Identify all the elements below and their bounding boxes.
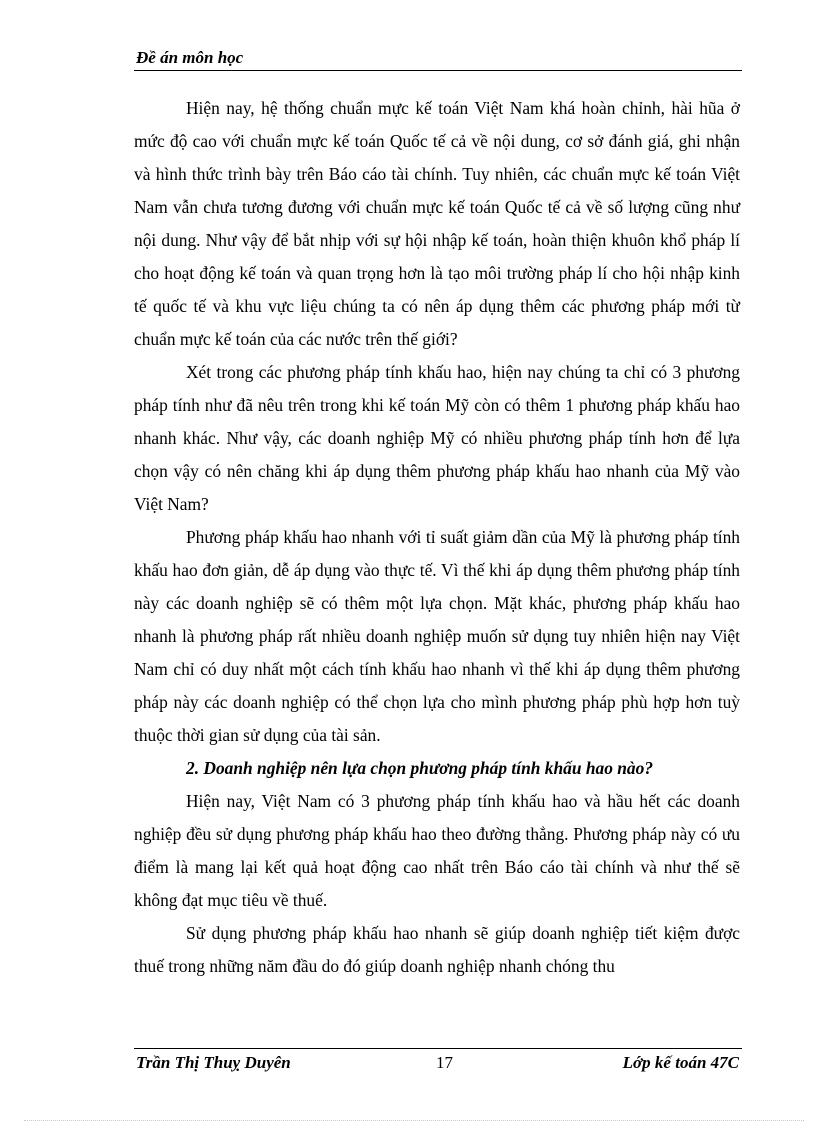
- paragraph: Hiện nay, Việt Nam có 3 phương pháp tính khấu hao và hầu hết các doanh nghiệp đều sử dụng phương pháp khấu hao theo đường thẳng. Phương pháp này có ưu điểm là mang lại kết quả hoạt động cao nhất trên Báo cáo tài chính và như thế sẽ không đạt mục tiêu về thuế.: [134, 791, 740, 910]
- section-heading: 2. Doanh nghiệp nên lựa chọn phương pháp tính khấu hao nào?: [186, 758, 654, 778]
- header-divider: [134, 70, 742, 71]
- footer-class-name: Lớp kế toán 47C: [622, 1053, 739, 1072]
- header-title: Đề án môn học: [136, 48, 244, 67]
- document-body: [134, 92, 740, 983]
- page-bottom-dotted-line: [24, 1120, 804, 1121]
- paragraph: Xét trong các phương pháp tính khấu hao, hiện nay chúng ta chỉ có 3 phương pháp tính như đã nêu trên trong khi kế toán Mỹ còn có thêm 1 phương pháp khấu hao nhanh khác. Như vậy, các doanh nghiệp Mỹ có nhiều phương pháp tính hơn để lựa chọn vậy có nên chăng khi áp dụng thêm phương pháp khấu hao nhanh của Mỹ vào Việt Nam?: [134, 362, 740, 514]
- page-number: 17: [436, 1053, 453, 1072]
- paragraph: Sử dụng phương pháp khấu hao nhanh sẽ giúp doanh nghiệp tiết kiệm được thuế trong những năm đầu do đó giúp doanh nghiệp nhanh chóng thu: [134, 923, 740, 976]
- footer-author: Trần Thị Thuỵ Duyên: [136, 1053, 291, 1072]
- paragraph: Hiện nay, hệ thống chuẩn mực kế toán Việt Nam khá hoàn chỉnh, hài hũa ở mức độ cao với chuẩn mực kế toán Quốc tế cả về nội dung, cơ sở đánh giá, ghi nhận và hình thức trình bày trên Báo cáo tài chính. Tuy nhiên, các chuẩn mực kế toán Việt Nam vẫn chưa tương đương với chuẩn mực kế toán Quốc tế cả về số lượng cũng như nội dung. Như vậy để bắt nhịp với sự hội nhập kế toán, hoàn thiện khuôn khổ pháp lí cho hoạt động kế toán và quan trọng hơn là tạo môi trường pháp lí cho hội nhập kinh tế quốc tế và khu vực liệu chúng ta có nên áp dụng thêm các phương pháp mới từ chuẩn mực kế toán của các nước trên thế giới?: [134, 98, 740, 349]
- paragraph: Phương pháp khấu hao nhanh với tỉ suất giảm dần của Mỹ là phương pháp tính khấu hao đơn giản, dễ áp dụng vào thực tế. Vì thế khi áp dụng thêm phương pháp tính này các doanh nghiệp sẽ có thêm một lựa chọn. Mặt khác, phương pháp khấu hao nhanh là phương pháp rất nhiều doanh nghiệp muốn sử dụng tuy nhiên hiện nay Việt Nam chỉ có duy nhất một cách tính khấu hao nhanh vì thế khi áp dụng thêm phương pháp này các doanh nghiệp có thể chọn lựa cho mình phương pháp phù hợp hơn tuỳ thuộc thời gian sử dụng của tài sản.: [134, 527, 740, 745]
- footer-divider: [134, 1048, 742, 1049]
